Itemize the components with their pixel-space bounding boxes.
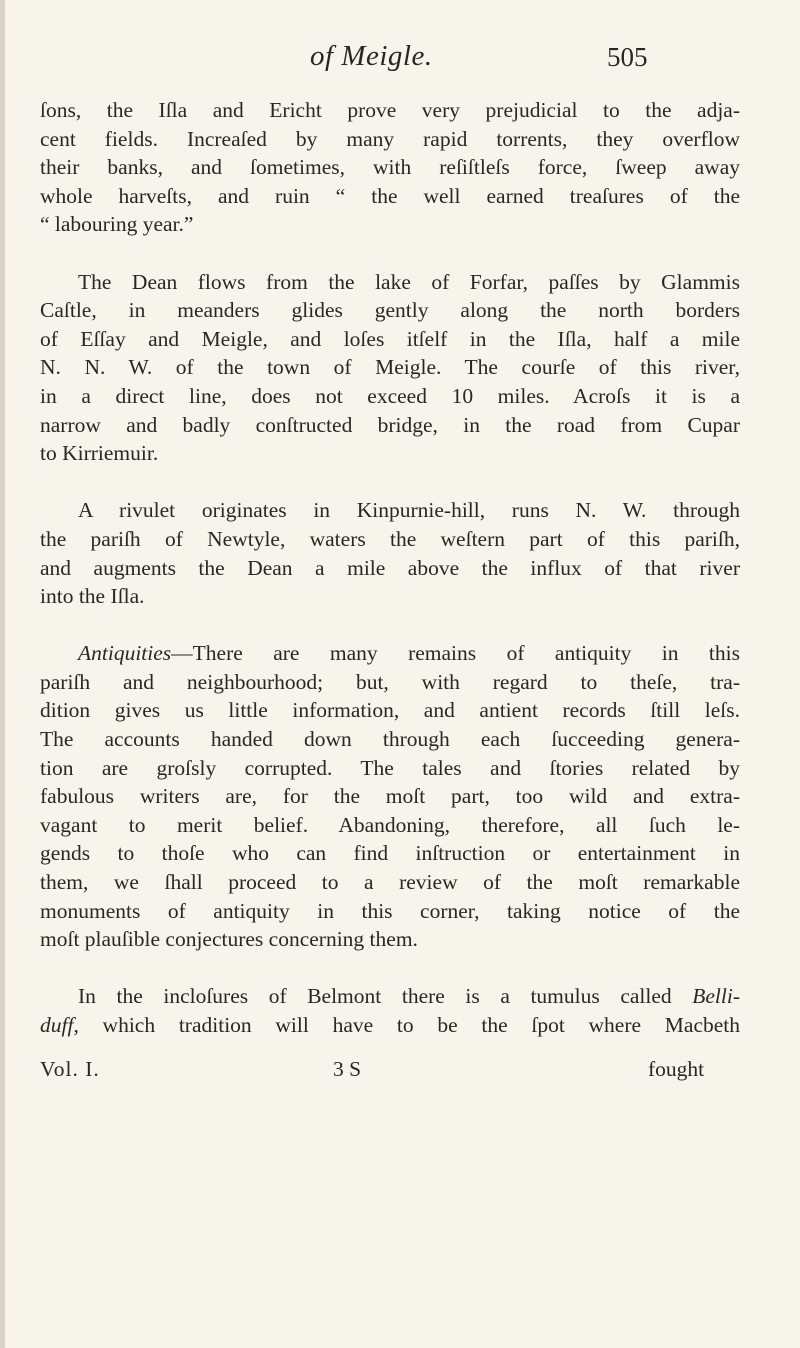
text-line: to Kirriemuir. — [40, 441, 159, 466]
text-line: The Dean flows from the lake of Forfar, paſſes by Glammis — [78, 269, 740, 294]
body-text — [40, 96, 740, 1040]
text-line: Caſtle, in meanders glides gently along the north borders — [40, 298, 740, 323]
text-line: monuments of antiquity in this corner, taking notice of the — [40, 898, 740, 923]
text-line: “ labouring year.” — [40, 212, 194, 237]
paragraph-2 — [40, 268, 740, 468]
volume-label: Vol. I. — [40, 1057, 100, 1081]
catchword: fought — [648, 1057, 705, 1081]
paragraph-antiquities — [40, 639, 740, 954]
text-line: N. N. W. of the town of Meigle. The courſe of this river, — [40, 355, 740, 380]
text-run: —There are many remains of antiquity in this — [171, 641, 740, 666]
text-run: In the incloſures of Belmont there is a tumulus called — [78, 984, 693, 1009]
text-line: of Eſſay and Meigle, and loſes itſelf in the Iſla, half a mile — [40, 326, 740, 351]
text-line — [40, 1011, 740, 1040]
paragraph-5 — [40, 982, 740, 1039]
text-line: whole harveſts, and ruin “ the well earned treaſures of the — [40, 183, 740, 208]
paragraph-3 — [40, 496, 740, 610]
text-line: them, we ſhall proceed to a review of the moſt remarkable — [40, 870, 740, 895]
place-name-belliduff-cont: duff — [40, 1013, 74, 1037]
text-line: fabulous writers are, for the moſt part, too wild and extra- — [40, 784, 740, 809]
text-line — [40, 639, 740, 668]
paragraph-1 — [40, 96, 740, 239]
page-footer — [40, 1057, 740, 1087]
book-page — [40, 0, 740, 1348]
signature-mark: 3 S — [333, 1057, 362, 1081]
place-name-belliduff: Belli- — [692, 984, 740, 1009]
text-line: gends to thoſe who can find inſtruction or entertainment in — [40, 841, 740, 866]
text-line: The accounts handed down through each ſucceeding genera- — [40, 727, 740, 752]
text-line: their banks, and ſometimes, with reſiſtleſs force, ſweep away — [40, 155, 740, 180]
text-line: ſons, the Iſla and Ericht prove very prejudicial to the adja- — [40, 98, 740, 122]
text-run: , which tradition will have to be the ſpot where Macbeth — [73, 1013, 740, 1037]
text-line: A rivulet originates in Kinpurnie-hill, runs N. W. through — [78, 498, 740, 523]
page-number: 505 — [607, 42, 648, 72]
text-line: narrow and badly conſtructed bridge, in the road from Cupar — [40, 412, 740, 437]
page-edge — [0, 0, 5, 1348]
running-head — [40, 40, 740, 80]
text-line — [40, 982, 740, 1011]
text-line: tion are groſsly corrupted. The tales and ſtories related by — [40, 755, 740, 780]
text-line: moſt plauſible conjectures concerning them. — [40, 927, 418, 952]
section-heading-antiquities: Antiquities — [78, 641, 172, 666]
text-line: the pariſh of Newtyle, waters the weſtern part of this pariſh, — [40, 526, 740, 551]
text-line: vagant to merit belief. Abandoning, therefore, all ſuch le- — [40, 812, 740, 837]
running-title: of Meigle. — [310, 40, 433, 72]
text-line: in a direct line, does not exceed 10 miles. Acroſs it is a — [40, 383, 740, 408]
text-line: dition gives us little information, and antient records ſtill leſs. — [40, 698, 740, 723]
text-line: into the Iſla. — [40, 584, 145, 609]
text-line: and augments the Dean a mile above the influx of that river — [40, 555, 740, 580]
text-line: cent fields. Increaſed by many rapid torrents, they overflow — [40, 126, 740, 151]
text-line: pariſh and neighbourhood; but, with regard to theſe, tra- — [40, 669, 740, 694]
